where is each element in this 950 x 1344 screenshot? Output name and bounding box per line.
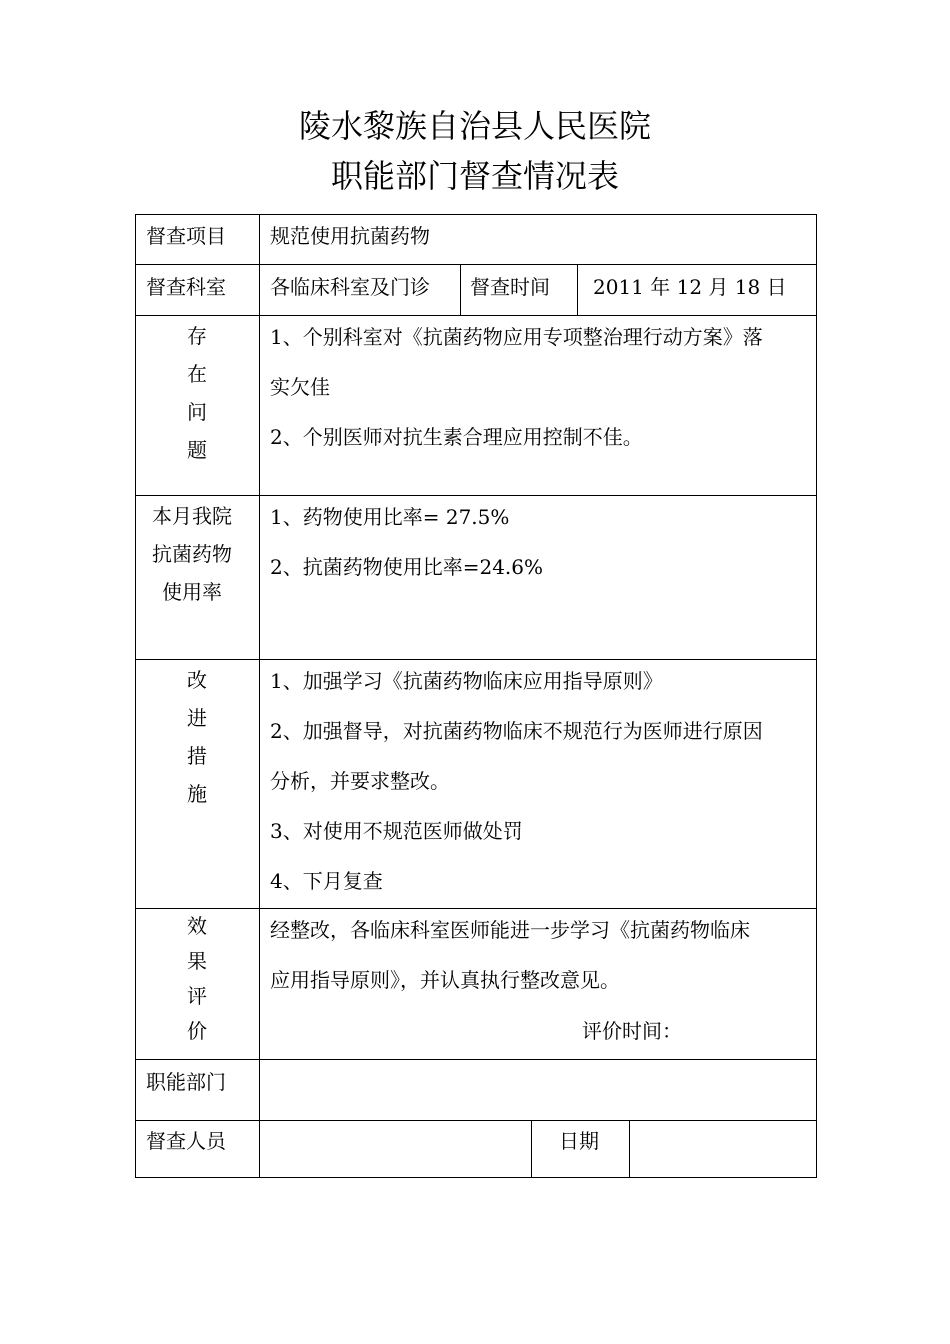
- dept-label: 职能部门: [146, 1070, 226, 1094]
- department-label: 督查科室: [146, 275, 226, 299]
- effect-line: 应用指导原则》，并认真执行整改意见。: [270, 968, 620, 992]
- effect-label-char: 价: [187, 1019, 207, 1043]
- form-title: 职能部门督查情况表: [330, 157, 619, 195]
- row-divider: [135, 908, 817, 909]
- effect-label-char: 果: [187, 949, 207, 973]
- measures-line: 分析，并要求整改。: [270, 769, 450, 793]
- row-divider: [135, 1059, 817, 1060]
- row-divider: [135, 1120, 817, 1121]
- problems-line: 实欠佳: [270, 375, 330, 399]
- effect-label-char: 评: [187, 984, 207, 1008]
- rate-line: 1、药物使用比率= 27.5%: [270, 505, 510, 529]
- rate-label-line: 抗菌药物: [152, 542, 232, 566]
- row-divider: [135, 264, 817, 265]
- measures-label-char: 进: [187, 706, 207, 730]
- project-label: 督查项目: [146, 224, 226, 248]
- measures-line: 4、下月复查: [270, 869, 383, 893]
- problems-line: 2、个别医师对抗生素合理应用控制不佳。: [270, 425, 643, 449]
- column-divider: [629, 1120, 630, 1178]
- effect-line: 经整改，各临床科室医师能进一步学习《抗菌药物临床: [270, 918, 750, 942]
- project-value: 规范使用抗菌药物: [270, 224, 430, 248]
- measures-label-char: 施: [187, 782, 207, 806]
- row-divider: [135, 495, 817, 496]
- effect-label-char: 效: [187, 914, 207, 938]
- row-divider: [135, 659, 817, 660]
- measures-line: 3、对使用不规范医师做处罚: [270, 819, 523, 843]
- eval-time-label: 评价时间：: [582, 1019, 682, 1043]
- row-divider: [135, 315, 817, 316]
- label-column-divider: [259, 214, 260, 1178]
- date-label: 日期: [559, 1129, 599, 1153]
- problems-label-char: 题: [187, 438, 207, 462]
- rate-label-line: 使用率: [162, 580, 222, 604]
- column-divider: [577, 264, 578, 315]
- rate-line: 2、抗菌药物使用比率=24.6%: [270, 555, 544, 579]
- problems-label-char: 在: [187, 362, 207, 386]
- time-label: 督查时间: [470, 275, 550, 299]
- measures-line: 1、加强学习《抗菌药物临床应用指导原则》: [270, 669, 663, 693]
- measures-line: 2、加强督导，对抗菌药物临床不规范行为医师进行原因: [270, 719, 763, 743]
- inspector-label: 督查人员: [146, 1129, 226, 1153]
- department-value: 各临床科室及门诊: [270, 275, 430, 299]
- column-divider: [531, 1120, 532, 1178]
- problems-label-char: 存: [187, 324, 207, 348]
- hospital-title: 陵水黎族自治县人民医院: [298, 107, 651, 145]
- inspection-table: [135, 214, 817, 1178]
- measures-label-char: 措: [187, 744, 207, 768]
- column-divider: [460, 264, 461, 315]
- time-value: 2011 年 12 月 18 日: [593, 275, 787, 299]
- rate-label-line: 本月我院: [152, 504, 232, 528]
- problems-label-char: 问: [187, 400, 207, 424]
- problems-line: 1、个别科室对《抗菌药物应用专项整治理行动方案》落: [270, 325, 763, 349]
- measures-label-char: 改: [187, 668, 207, 692]
